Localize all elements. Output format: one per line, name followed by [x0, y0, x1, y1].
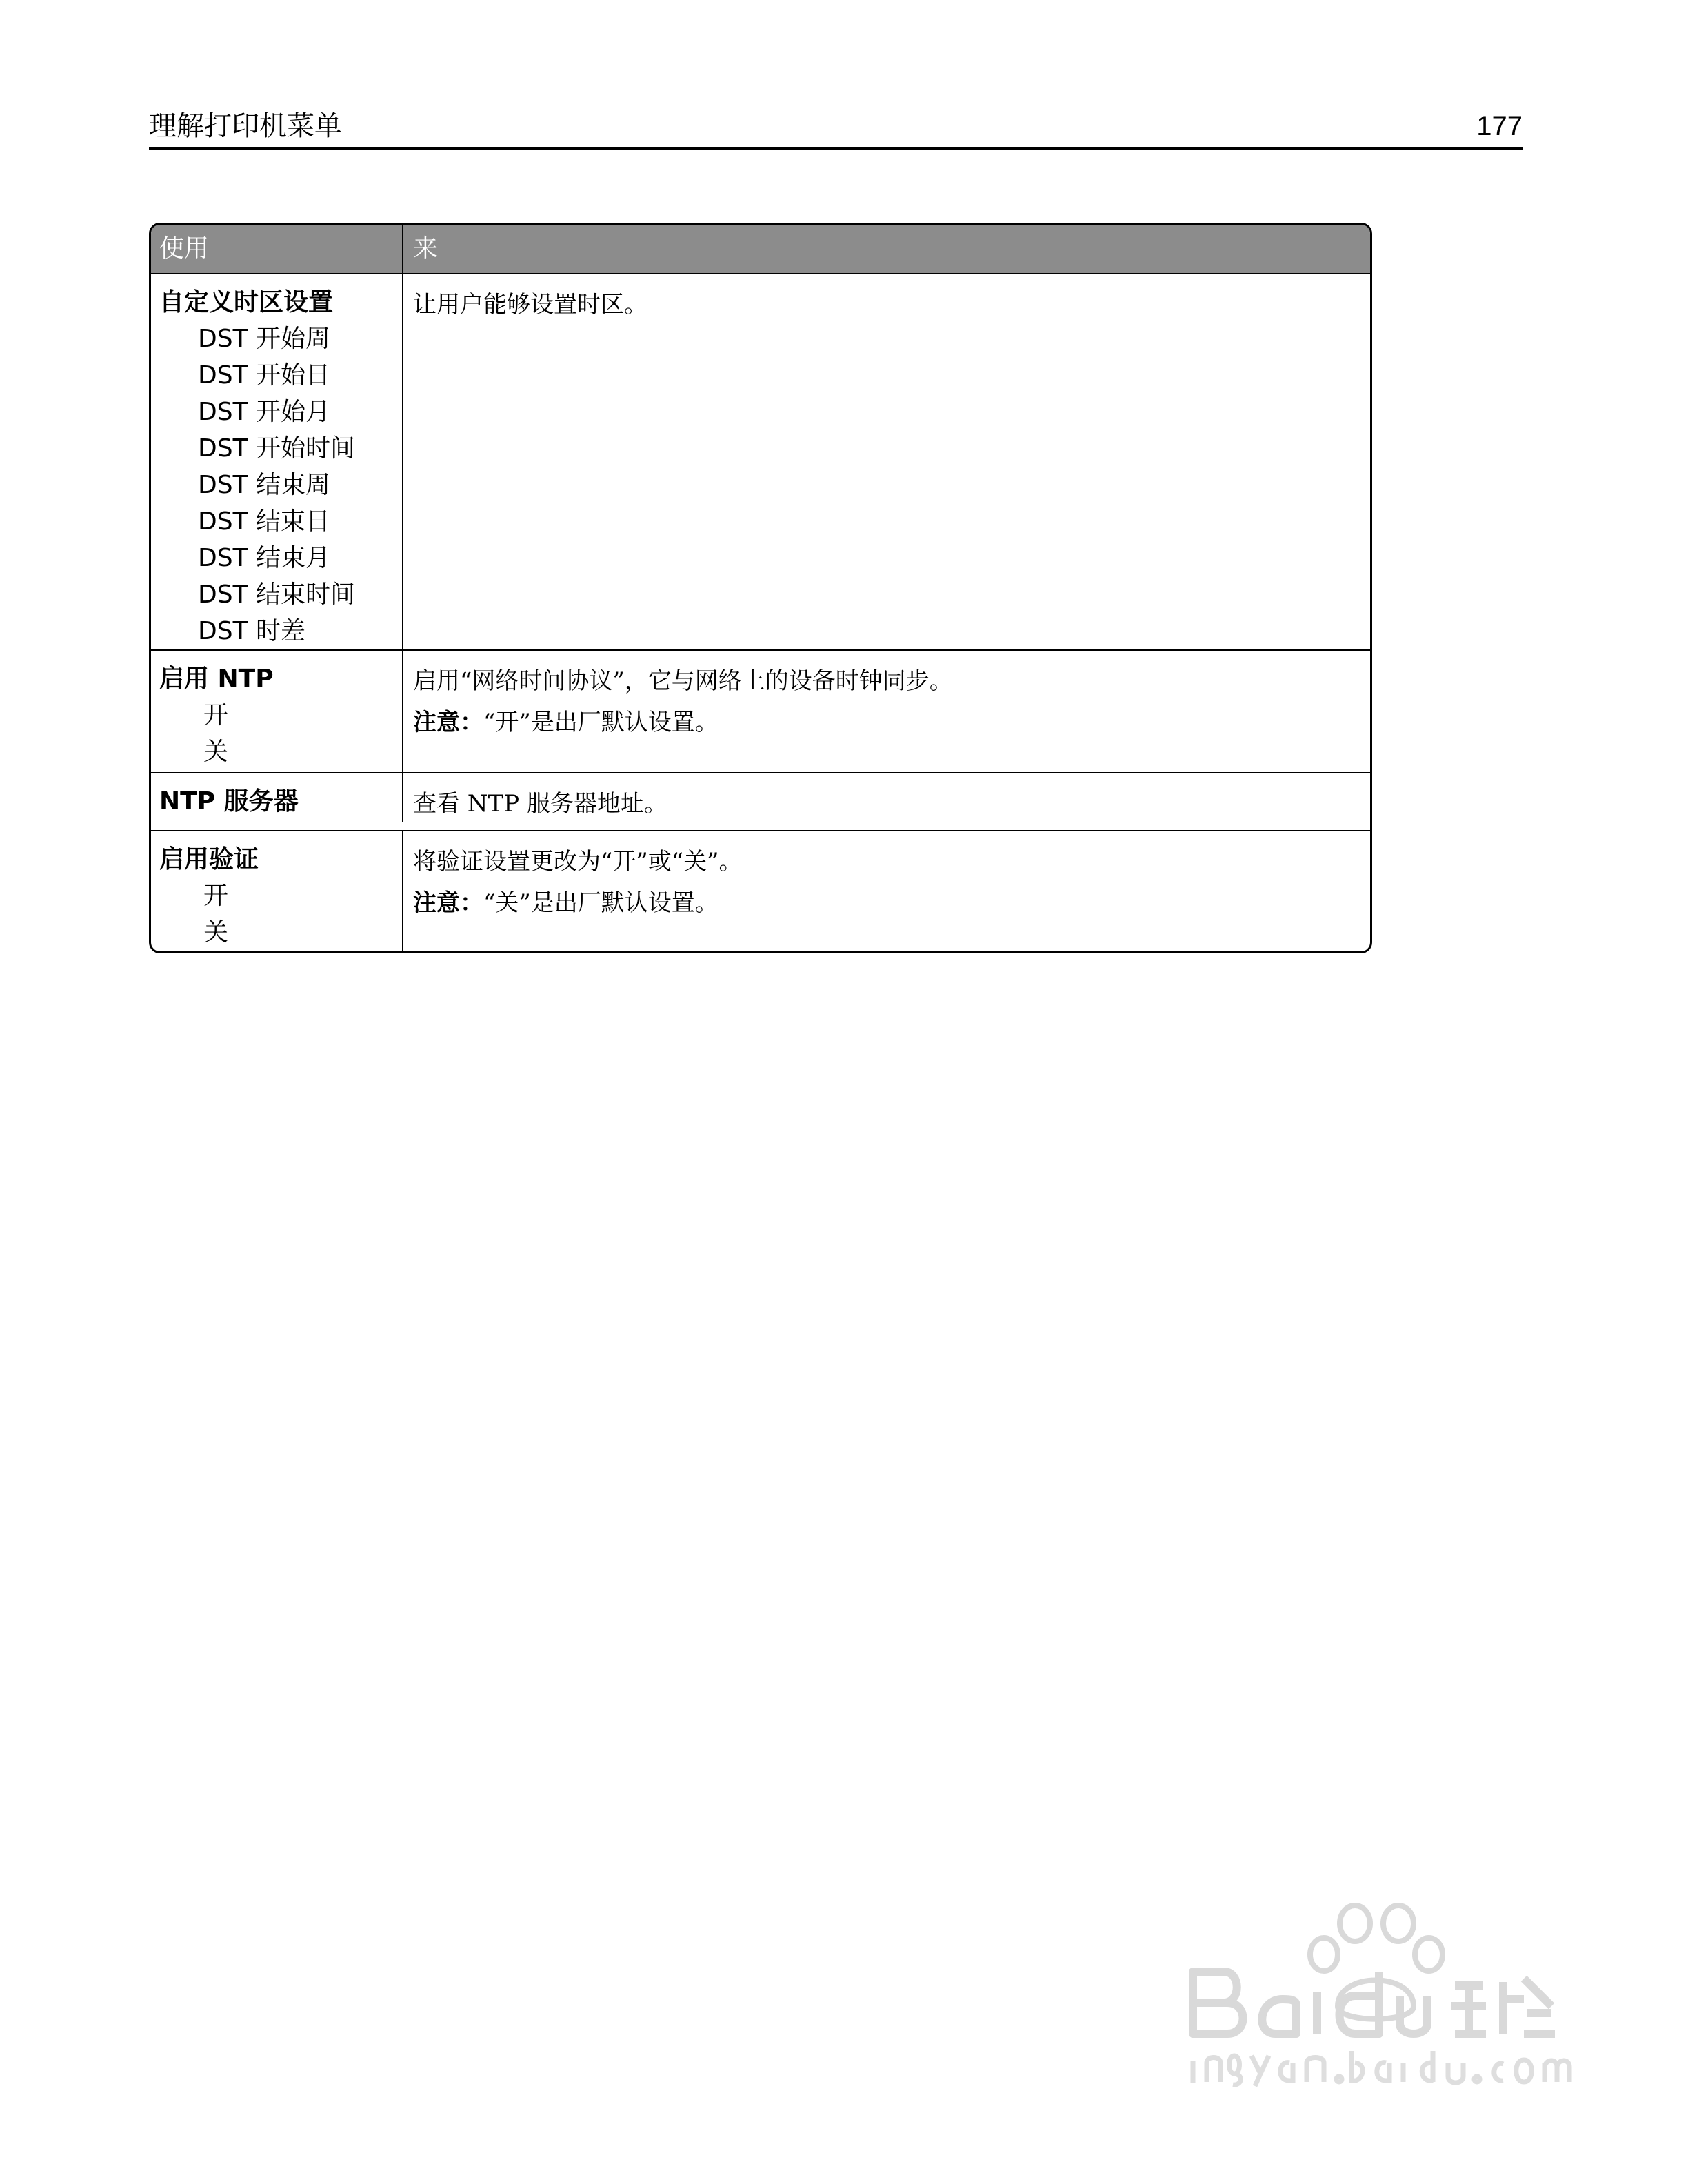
menu-title: 自定义时区设置 [159, 288, 334, 316]
menu-item-cell [151, 831, 403, 951]
note-line [413, 702, 1360, 743]
table-row [151, 649, 1370, 772]
description-text: 将验证设置更改为“开”或“关”。 [413, 848, 743, 876]
description-cell [403, 774, 1370, 830]
sub-item: 开 [203, 701, 229, 729]
table-header-row [151, 225, 1370, 273]
sub-item: DST 结束周 [198, 471, 331, 499]
note-text: “开”是出厂默认设置。 [483, 709, 719, 736]
description-text: 查看 NTP 服务器地址。 [413, 790, 667, 818]
sub-item: DST 开始月 [198, 398, 331, 426]
description-text: 让用户能够设置时区。 [413, 291, 647, 318]
sub-item: 开 [203, 882, 229, 910]
table-row [151, 830, 1370, 951]
sub-item: DST 时差 [198, 617, 306, 645]
settings-table [149, 223, 1372, 953]
description-cell [403, 274, 1370, 649]
column-header-purpose: 来 [413, 234, 439, 263]
note-label: 注意： [413, 709, 483, 736]
menu-title: 启用验证 [159, 845, 259, 873]
sub-item: 关 [203, 918, 229, 947]
menu-title: 启用 NTP [159, 665, 274, 693]
description-text: 启用“网络时间协议”，它与网络上的设备时钟同步。 [413, 667, 953, 695]
menu-item-cell [151, 651, 403, 772]
menu-title: NTP 服务器 [159, 787, 299, 816]
description-cell [403, 831, 1370, 951]
sub-item: DST 结束月 [198, 544, 331, 572]
sub-item: DST 开始日 [198, 361, 331, 390]
menu-item-cell [151, 774, 403, 822]
note-line [413, 882, 1360, 924]
sub-item: DST 结束日 [198, 507, 331, 536]
note-text: “关”是出厂默认设置。 [483, 889, 719, 917]
table-row [151, 772, 1370, 830]
chapter-title: 理解打印机菜单 [149, 110, 342, 142]
sub-item: 关 [203, 738, 229, 766]
description-cell [403, 651, 1370, 772]
baidu-watermark-logo [1179, 1903, 1579, 2089]
page-header [149, 107, 1523, 150]
table-row [151, 273, 1370, 649]
sub-item: DST 开始周 [198, 325, 331, 353]
sub-item: DST 结束时间 [198, 580, 356, 609]
column-header-use: 使用 [151, 225, 403, 273]
note-label: 注意： [413, 889, 483, 917]
page-number: 177 [1476, 111, 1523, 141]
menu-item-cell [151, 274, 403, 649]
sub-item: DST 开始时间 [198, 434, 356, 463]
